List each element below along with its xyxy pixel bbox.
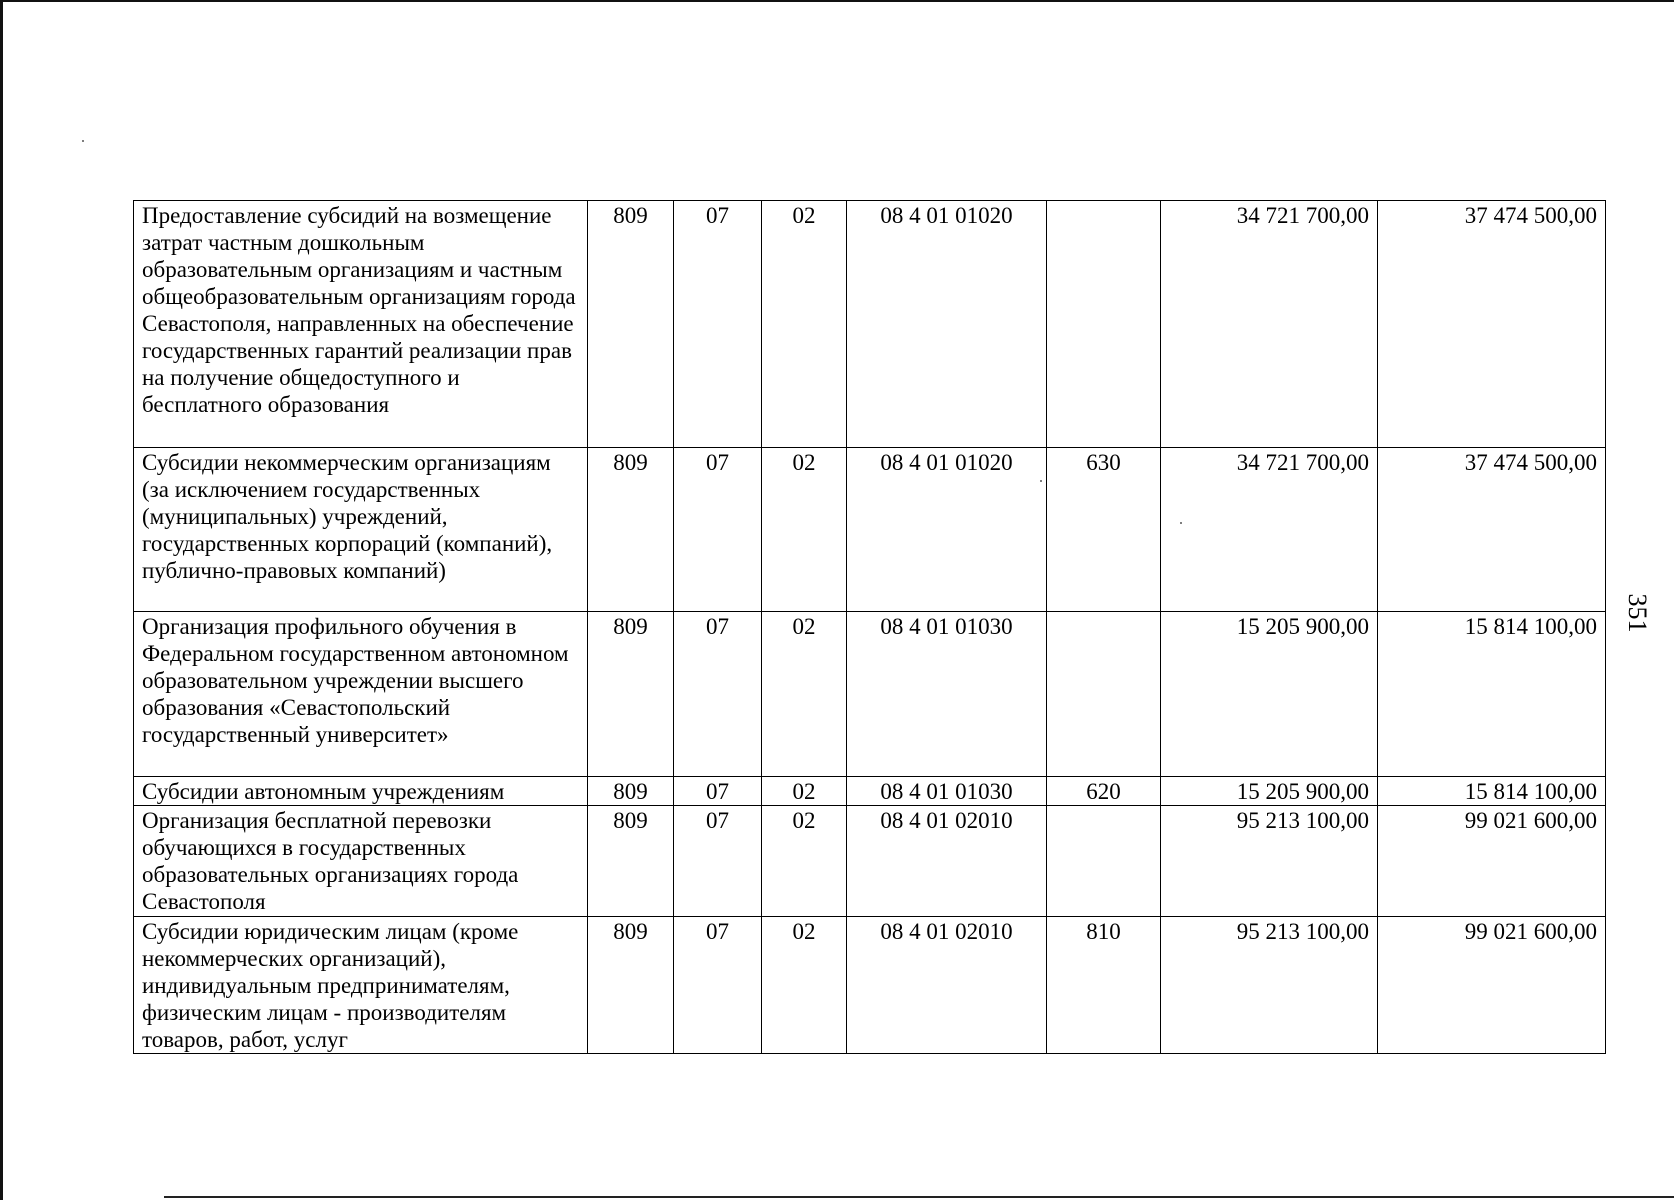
scan-bottom-gap [124,1196,164,1198]
table-row [134,806,1606,917]
amount-year-1: 15 205 900,00 [1161,777,1378,806]
amount-year-1: 34 721 700,00 [1161,448,1378,612]
amount-year-2: 99 021 600,00 [1378,917,1606,1054]
target-article-code: 08 4 01 01020 [847,448,1047,612]
table-row [134,777,1606,806]
scan-bottom-line [124,1196,1674,1198]
expense-type-code [1047,806,1161,917]
ministry-code: 809 [588,448,674,612]
amount-year-2: 37 474 500,00 [1378,448,1606,612]
scan-speck [82,140,84,142]
target-article-code: 08 4 01 01030 [847,612,1047,777]
amount-year-1: 34 721 700,00 [1161,201,1378,448]
subsection-code: 02 [762,777,847,806]
ministry-code: 809 [588,777,674,806]
target-article-code: 08 4 01 01020 [847,201,1047,448]
page-number: 351 [1623,593,1652,633]
row-name: Предоставление субсидий на возмещение затрат частным дошкольным образовательным организациям и частным общеобразовательным организациям города Севастополя, направленных на обеспечение государственных гарантий реализации прав на получение общедоступного и бесплатного образования [134,201,588,448]
expense-type-code: 810 [1047,917,1161,1054]
table-row [134,612,1606,777]
subsection-code: 02 [762,917,847,1054]
subsection-code: 02 [762,448,847,612]
section-code: 07 [674,806,762,917]
target-article-code: 08 4 01 02010 [847,917,1047,1054]
row-name: Субсидии автономным учреждениям [134,777,588,806]
row-name: Организация профильного обучения в Федеральном государственном автономном образовательном учреждении высшего образования «Севастопольский государственный университет» [134,612,588,777]
ministry-code: 809 [588,917,674,1054]
row-name: Организация бесплатной перевозки обучающихся в государственных образовательных организациях города Севастополя [134,806,588,917]
amount-year-1: 95 213 100,00 [1161,806,1378,917]
section-code: 07 [674,777,762,806]
expense-type-code: 620 [1047,777,1161,806]
target-article-code: 08 4 01 02010 [847,806,1047,917]
amount-year-1: 15 205 900,00 [1161,612,1378,777]
expense-type-code [1047,201,1161,448]
amount-year-2: 15 814 100,00 [1378,612,1606,777]
subsection-code: 02 [762,806,847,917]
ministry-code: 809 [588,806,674,917]
section-code: 07 [674,917,762,1054]
row-name: Субсидии некоммерческим организациям (за исключением государственных (муниципальных) учреждений, государственных корпораций (компаний), публично-правовых компаний) [134,448,588,612]
amount-year-1: 95 213 100,00 [1161,917,1378,1054]
table-row [134,201,1606,448]
amount-year-2: 15 814 100,00 [1378,777,1606,806]
section-code: 07 [674,612,762,777]
budget-table-body [134,201,1606,1054]
target-article-code: 08 4 01 01030 [847,777,1047,806]
section-code: 07 [674,201,762,448]
subsection-code: 02 [762,201,847,448]
table-row [134,448,1606,612]
section-code: 07 [674,448,762,612]
expense-type-code: 630 [1047,448,1161,612]
expense-type-code [1047,612,1161,777]
subsection-code: 02 [762,612,847,777]
ministry-code: 809 [588,201,674,448]
scan-left-edge [0,0,3,1200]
amount-year-2: 37 474 500,00 [1378,201,1606,448]
row-name: Субсидии юридическим лицам (кроме некоммерческих организаций), индивидуальным предпринимателям, физическим лицам - производителям товаров, работ, услуг [134,917,588,1054]
budget-table [133,200,1606,1054]
table-row [134,917,1606,1054]
scan-top-edge [0,0,1674,2]
ministry-code: 809 [588,612,674,777]
amount-year-2: 99 021 600,00 [1378,806,1606,917]
